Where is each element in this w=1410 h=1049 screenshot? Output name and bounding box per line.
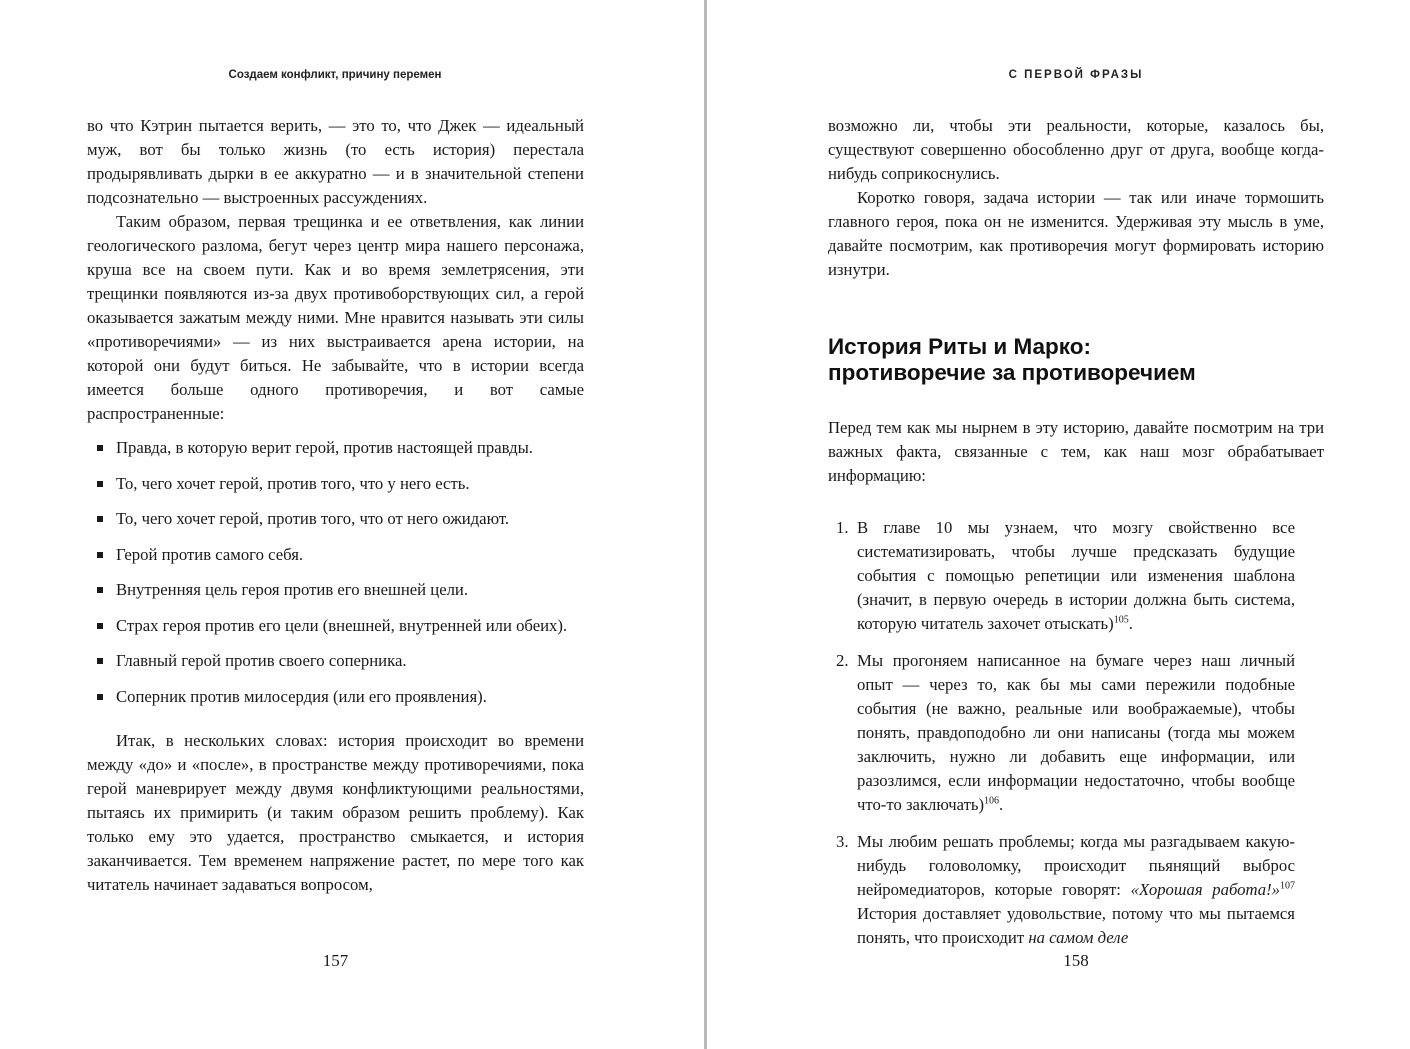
left-paragraph-1: во что Кэтрин пытается верить, — это то, что Джек — идеальный муж, вот бы только жизнь (то есть история) перестала продырявливать дырки в ее аккуратно — и в значительной степени подсознательно — выстроенных рассуждениях. [87, 116, 584, 207]
footnote-ref: 107 [1280, 880, 1295, 892]
section-heading [828, 334, 1324, 386]
fact-quote: «Хорошая работа!» [1130, 880, 1280, 899]
list-item [828, 516, 1295, 636]
fact-number: 1. [836, 518, 849, 537]
fact-end: . [1128, 614, 1133, 633]
right-page [707, 0, 1410, 1049]
right-running-head: С ПЕРВОЙ ФРАЗЫ [1008, 69, 1144, 81]
footnote-ref: 106 [984, 795, 1000, 807]
fact-text: В главе 10 мы узнаем, что мозгу свойственно все систематизировать, чтобы лучше предсказать будущие события с помощью репетиции или изменения шаблона (значит, в первую очередь в истории должна быть система, которую читатель захочет отыскать) [857, 518, 1295, 633]
right-text-block [828, 114, 1324, 963]
list-item: То, чего хочет герой, против того, что от него ожидают. [87, 507, 584, 531]
heading-line-2: противоречие за противоречием [828, 360, 1196, 385]
left-page-number: 157 [322, 951, 349, 970]
section-intro: Перед тем как мы нырнем в эту историю, давайте посмотрим на три важных факта, связанные с тем, как наш мозг обрабатывает информацию: [828, 418, 1324, 485]
list-item: Соперник против милосердия (или его проявления). [87, 685, 584, 709]
right-page-number: 158 [1063, 951, 1089, 970]
left-paragraph-2: Таким образом, первая трещинка и ее ответвления, как линии геологического разлома, бегут через центр мира нашего персонажа, круша все на своем пути. Как и во время землетрясения, эти трещинки появляются из-за двух противоборствующих сил, а герой оказывается зажатым между ними. Мне нравится называть эти силы «противоречиями» — из них выстраивается арена истории, на которой они будут биться. Не забывайте, что в истории всегда имеется больше одного противоречия, и вот самые распространенные: [87, 212, 584, 423]
list-item: Страх героя против его цели (внешней, внутренней или обеих). [87, 614, 584, 638]
list-item: Герой против самого себя. [87, 543, 584, 567]
contradictions-list [87, 436, 584, 709]
fact-text: Мы прогоняем написанное на бумаге через наш личный опыт — через то, как бы мы сами пережили подобные события (не важно, реальные или воображаемые), чтобы понять, правдоподобно ли они написаны (тогда мы можем заключить, нужно ли добавить еще информации, или разозлимся, если информации недостаточно, чтобы вообще что-то заключать) [857, 651, 1295, 814]
fact-number: 3. [836, 832, 849, 851]
fact-text-after: История доставляет удовольствие, потому что мы пытаемся понять, что происходит [857, 904, 1295, 947]
list-item [828, 649, 1295, 817]
list-item: То, чего хочет герой, против того, что у него есть. [87, 472, 584, 496]
left-page [0, 0, 704, 1049]
facts-list [828, 516, 1324, 950]
fact-text: Мы любим решать проблемы; когда мы разгадываем какую-нибудь головоломку, происходит пьянящий выброс нейромедиаторов, которые говорят: [857, 832, 1295, 899]
list-item: Главный герой против своего соперника. [87, 649, 584, 673]
right-paragraph-2: Коротко говоря, задача истории — так или иначе тормошить главного героя, пока он не изменится. Удерживая эту мысль в уме, давайте посмотрим, как противоречия могут формировать историю изнутри. [828, 188, 1324, 279]
fact-end: . [999, 795, 1004, 814]
left-paragraph-3: Итак, в нескольких словах: история происходит во времени между «до» и «после», в пространстве между противоречиями, пока герой маневрирует между двумя конфликтующими реальностями, пытаясь их примирить (и таким образом решить проблему). Как только ему это удается, пространство смыкается, и история заканчивается. Тем временем напряжение растет, по мере того как читатель начинает задаваться вопросом, [87, 730, 584, 894]
left-running-head: Создаем конфликт, причину перемен [228, 69, 442, 81]
right-paragraph-1: возможно ли, чтобы эти реальности, которые, казалось бы, существуют совершенно обособленно друг от друга, вообще когда-нибудь соприкоснулись. [828, 116, 1324, 183]
list-item: Внутренняя цель героя против его внешней цели. [87, 578, 584, 602]
list-item [828, 830, 1295, 950]
list-item: Правда, в которую верит герой, против настоящей правды. [87, 436, 584, 460]
left-text-block [87, 114, 584, 897]
fact-italic-end: на самом деле [1028, 928, 1129, 947]
heading-line-1: История Риты и Марко: [828, 334, 1091, 359]
footnote-ref: 105 [1113, 614, 1129, 626]
fact-number: 2. [836, 651, 849, 670]
